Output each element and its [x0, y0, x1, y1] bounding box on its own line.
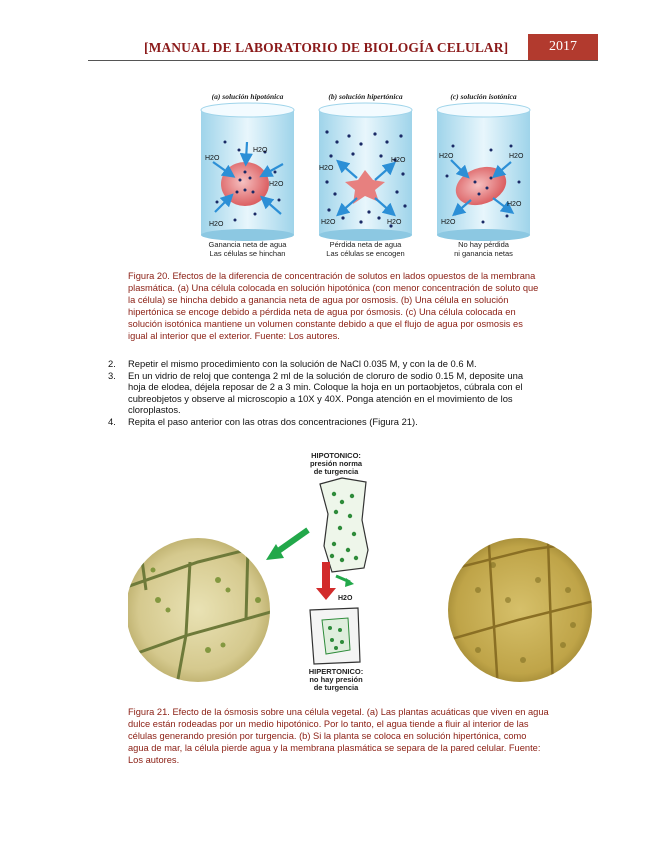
water-label-1: H2O — [439, 153, 454, 160]
plasmolyzed-cell-diagram — [310, 608, 360, 664]
step-text: cloroplastos. — [128, 404, 181, 416]
step-text: Repita el paso anterior con las otras dos concentraciones (Figura 21). — [128, 415, 418, 427]
step-2 — [108, 358, 598, 370]
label-line: de turgencia — [313, 683, 359, 692]
label-line: HIPERTONICO: — [308, 667, 364, 676]
caption-line: Las células se hinchan — [209, 249, 286, 258]
caption-line: células generando presión por turgencia. (b) Si la planta se coloca en solución hipertónica, como — [128, 731, 527, 741]
water-label: H2O — [338, 595, 353, 602]
beaker-hypertonic-diagram — [313, 102, 418, 242]
label-line: HIPOTONICO: — [311, 451, 361, 460]
micrograph-hypertonic — [448, 530, 598, 690]
panel-hypotonic — [195, 92, 300, 262]
caption-line: Ganancia neta de agua — [208, 240, 287, 249]
manual-title: [MANUAL DE LABORATORIO DE BIOLOGÍA CELULAR] — [144, 40, 509, 55]
caption-line: plasmática. (a) Una célula colocada en solución hipotónica (con menor concentración de soluto que — [128, 283, 539, 293]
figure-21-caption — [128, 706, 596, 766]
caption-line: solución isotónica mantiene un volumen constante debido a que el flujo de agua por osmosis es — [128, 319, 523, 329]
step-number: 4. — [108, 415, 116, 427]
caption-line: Pérdida neta de agua — [329, 240, 402, 249]
step-number: 2. — [108, 358, 116, 369]
water-label-2: H2O — [269, 181, 284, 188]
water-label-2: H2O — [391, 157, 406, 164]
caption-line: Los autores. — [128, 755, 180, 765]
step-number: 3. — [108, 369, 116, 381]
beaker-isotonic-diagram — [431, 102, 536, 242]
figure-21-illustration — [128, 450, 598, 700]
hypertonic-label — [296, 668, 376, 692]
panel-caption — [187, 240, 308, 258]
caption-line: agua de mar, la célula pierde agua y la membrana plasmática se separa de la pared celular. Fuente: — [128, 743, 541, 753]
caption-line: Figura 20. Efectos de la diferencia de concentración de solutos en lados opuestos de la membrana — [128, 271, 536, 281]
label-line: no hay presión — [309, 675, 363, 684]
hypotonic-label — [296, 452, 376, 476]
water-flow-arrow-icon — [336, 576, 354, 602]
step-text: Repetir el mismo procedimiento con la solución de NaCl 0.035 M, y con la de 0.6 M. — [128, 358, 477, 369]
year-badge: 2017 — [528, 34, 598, 60]
turgid-cell-diagram — [320, 478, 368, 572]
caption-line: Las células se encogen — [326, 249, 405, 258]
label-line: de turgencia — [313, 467, 359, 476]
water-label-1: H2O — [205, 155, 220, 162]
water-label-4: H2O — [253, 147, 268, 154]
green-arrow-icon — [266, 530, 308, 560]
figure-20-illustration — [195, 92, 535, 262]
micrograph-hypotonic — [128, 530, 278, 690]
caption-line: la célula) se hincha debido a ganancia neta de agua por osmosis. (b) Una célula en solución — [128, 295, 509, 305]
label-line: presión norma — [309, 459, 363, 468]
panel-title: (b) solución hipertónica — [328, 92, 403, 101]
caption-line: Figura 21. Efecto de la ósmosis sobre una célula vegetal. (a) Las plantas acuáticas que viven en agua — [128, 707, 549, 717]
step-text: cubreobjetos y observe al microscopio a 10X y 40X. Ponga atención en el movimiento de los — [128, 392, 513, 404]
header-divider — [88, 60, 598, 61]
water-label-3: H2O — [441, 219, 456, 226]
step-text: En un vidrio de reloj que contenga 2 ml de la solución de cloruro de sodio 0.15 M, deposite una — [128, 369, 524, 381]
page-header — [88, 34, 598, 60]
caption-line: ni ganancia netas — [454, 249, 513, 258]
panel-title: (a) solución hipotónica — [211, 92, 284, 101]
caption-line: dulce están rodeadas por un medio hipotónico. Por lo tanto, el agua tiende a fluir al interior de las — [128, 719, 529, 729]
panel-hypertonic — [313, 92, 418, 262]
caption-line: No hay pérdida — [458, 240, 509, 249]
water-label-4: H2O — [507, 201, 522, 208]
water-label-2: H2O — [509, 153, 524, 160]
panel-caption — [305, 240, 426, 258]
water-label-3: H2O — [321, 219, 336, 226]
beaker-hypotonic-diagram — [195, 102, 300, 242]
step-3 — [108, 370, 598, 416]
step-4 — [108, 416, 598, 428]
panel-isotonic — [431, 92, 536, 262]
water-label-1: H2O — [319, 165, 334, 172]
water-label-3: H2O — [209, 221, 224, 228]
procedure-steps — [108, 358, 598, 428]
caption-line: hipertónica se encoge debido a pérdida neta de agua por ósmosis. (c) Una célula colocada en — [128, 307, 516, 317]
panel-title: (c) solución isotónica — [450, 92, 517, 101]
step-text: hoja de elodea, déjela reposar de 2 a 3 min. Coloque la hoja en un portaobjetos, cúbrala con el — [128, 381, 523, 393]
caption-line: igual al interior que el exterior. Fuente: Los autores. — [128, 331, 340, 341]
water-label-4: H2O — [387, 219, 402, 226]
figure-20-caption — [128, 270, 596, 342]
panel-caption — [423, 240, 544, 258]
